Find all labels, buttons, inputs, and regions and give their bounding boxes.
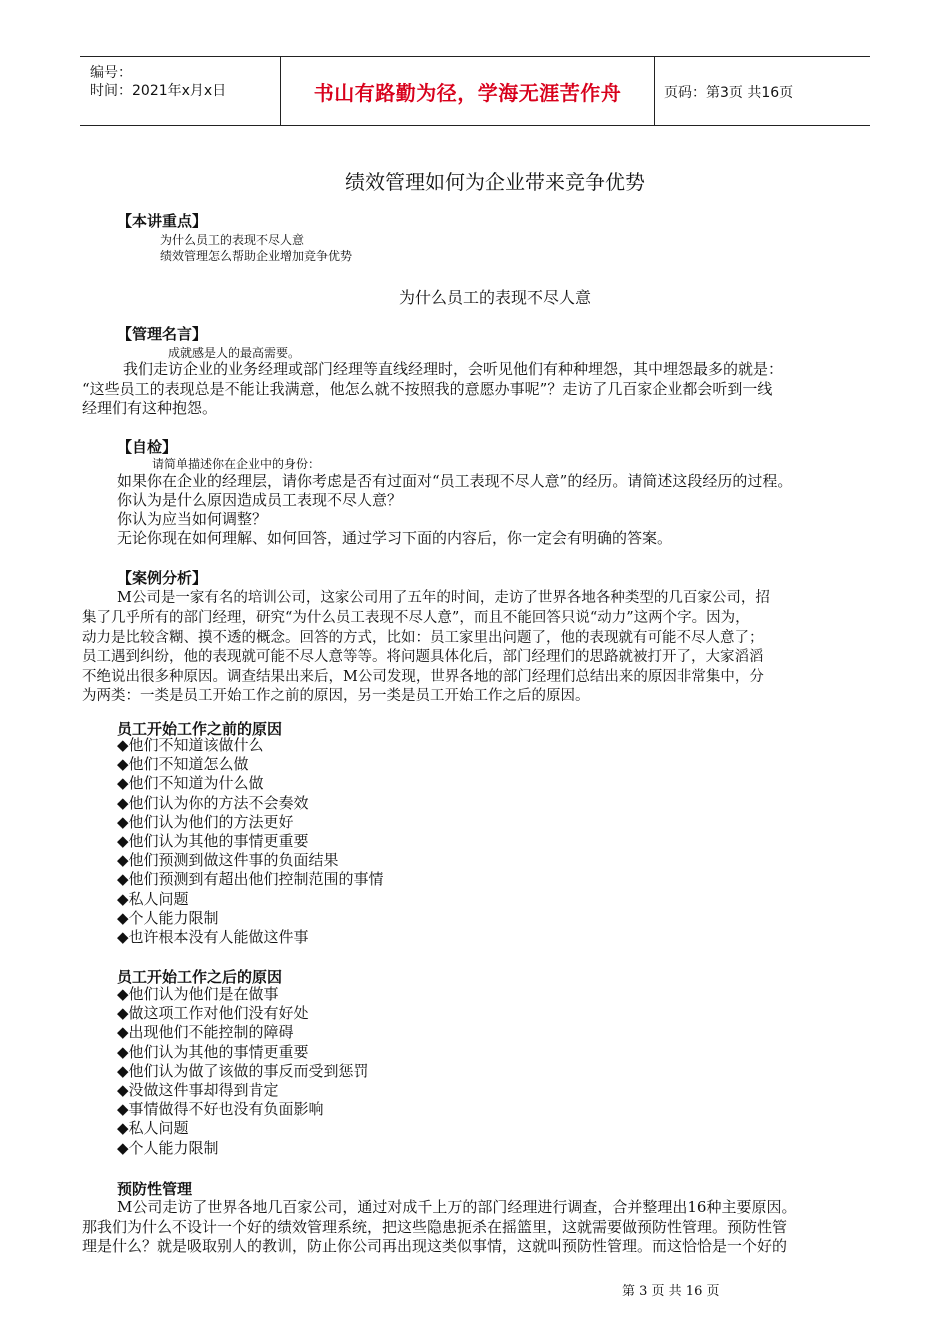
document-number-label: 编号： — [90, 65, 132, 81]
header-right-cell — [654, 57, 870, 125]
prevention-line: 理是什么？就是吸取别人的教训，防止你公司再出现这类似事情，这就叫预防性管理。而这恰恰是一个好的 — [82, 1237, 788, 1255]
prevention-heading: 预防性管理 — [117, 1180, 193, 1198]
before-work-list — [117, 736, 384, 947]
case-heading: 【案例分析】 — [117, 569, 208, 587]
list-item: ◆私人问题 — [117, 889, 189, 908]
list-item: ◆他们预测到有超出他们控制范围的事情 — [117, 870, 384, 889]
intro-line: “这些员工的表现总是不能让我满意，他怎么就不按照我的意愿办事呢”？走访了几百家企业都会听到一线 — [82, 380, 773, 398]
list-item: ◆个人能力限制 — [117, 1138, 219, 1157]
list-item: ◆他们认为他们的方法更好 — [117, 812, 294, 831]
list-item: ◆他们认为其他的事情更重要 — [117, 1042, 309, 1061]
list-item: ◆他们不知道为什么做 — [117, 774, 264, 793]
list-item: ◆他们认为你的方法不会奏效 — [117, 793, 309, 812]
quote-heading: 【管理名言】 — [117, 325, 208, 343]
document-time-label: 时间：2021年x月x日 — [90, 83, 227, 99]
self-check-line: 无论你现在如何理解、如何回答，通过学习下面的内容后，你一定会有明确的答案。 — [117, 529, 673, 547]
before-work-heading: 员工开始工作之前的原因 — [117, 720, 283, 738]
list-item: ◆私人问题 — [117, 1119, 189, 1138]
case-line: 不绝说出很多种原因。调查结果出来后，M公司发现，世界各地的部门经理们总结出来的原因非常集中，分 — [82, 669, 764, 685]
key-points-heading: 【本讲重点】 — [117, 212, 208, 230]
list-item: ◆他们不知道该做什么 — [117, 736, 264, 754]
list-item: ◆没做这件事却得到肯定 — [117, 1080, 279, 1099]
list-item: ◆他们预测到做这件事的负面结果 — [117, 851, 339, 870]
header-table — [80, 56, 870, 126]
page-footer: 第 3 页 共 16 页 — [622, 1284, 720, 1299]
after-work-heading: 员工开始工作之后的原因 — [117, 968, 283, 986]
header-motto: 书山有路勤为径，学海无涯苦作舟 — [313, 81, 622, 105]
list-item: ◆他们不知道怎么做 — [117, 755, 249, 774]
case-line: 集了几乎所有的部门经理，研究“为什么员工表现不尽人意”，而且不能回答只说“动力”这两个字。因为， — [82, 610, 750, 626]
header-center-cell — [280, 57, 655, 125]
case-line: 为两类：一类是员工开始工作之前的原因，另一类是员工开始工作之后的原因。 — [82, 688, 590, 704]
page-title: 绩效管理如何为企业带来竞争优势 — [345, 170, 645, 194]
prevention-line: M公司走访了世界各地几百家公司，通过对成千上万的部门经理进行调查，合并整理出16种主要原因。 — [117, 1198, 797, 1216]
prevention-line: 那我们为什么不设计一个好的绩效管理系统，把这些隐患扼杀在摇篮里，这就需要做预防性管理。预防性管 — [82, 1218, 788, 1236]
header-page-code: 页码：第3页 共16页 — [664, 85, 794, 101]
intro-line: 我们走访企业的业务经理或部门经理等直线经理时，会听见他们有种种埋怨，其中埋怨最多的就是： — [123, 360, 784, 378]
list-item: ◆他们认为做了该做的事反而受到惩罚 — [117, 1061, 369, 1080]
intro-line: 经理们有这种抱怨。 — [82, 399, 218, 417]
list-item: ◆出现他们不能控制的障碍 — [117, 1023, 294, 1042]
self-check-heading: 【自检】 — [117, 438, 178, 456]
quote-text: 成就感是人的最高需要。 — [168, 346, 301, 360]
header-left-cell — [80, 57, 280, 125]
case-line: 动力是比较含糊、摸不透的概念。回答的方式，比如：员工家里出问题了，他的表现就有可能不尽人意了； — [82, 630, 764, 646]
self-check-line: 如果你在企业的经理层，请你考虑是否有过面对“员工表现不尽人意”的经历。请简述这段经历的过程。 — [117, 472, 793, 490]
self-check-line: 你认为是什么原因造成员工表现不尽人意？ — [117, 491, 403, 509]
section-title: 为什么员工的表现不尽人意 — [398, 288, 591, 307]
key-point-item: 为什么员工的表现不尽人意 — [160, 233, 305, 247]
list-item: ◆个人能力限制 — [117, 908, 219, 927]
list-item: ◆也许根本没有人能做这件事 — [117, 927, 309, 946]
after-work-list — [117, 985, 369, 1158]
case-line: M公司是一家有名的培训公司，这家公司用了五年的时间，走访了世界各地各种类型的几百家公司，招 — [117, 590, 770, 606]
case-line: 员工遇到纠纷，他的表现就可能不尽人意等等。将问题具体化后，部门经理们的思路就被打开了，大家滔滔 — [82, 649, 764, 665]
list-item: ◆事情做得不好也没有负面影响 — [117, 1100, 324, 1119]
self-check-prompt: 请简单描述你在企业中的身份： — [152, 457, 321, 471]
self-check-line: 你认为应当如何调整？ — [117, 510, 268, 528]
key-point-item: 绩效管理怎么帮助企业增加竞争优势 — [160, 249, 353, 263]
list-item: ◆他们认为他们是在做事 — [117, 985, 279, 1003]
list-item: ◆做这项工作对他们没有好处 — [117, 1004, 309, 1023]
list-item: ◆他们认为其他的事情更重要 — [117, 831, 309, 850]
